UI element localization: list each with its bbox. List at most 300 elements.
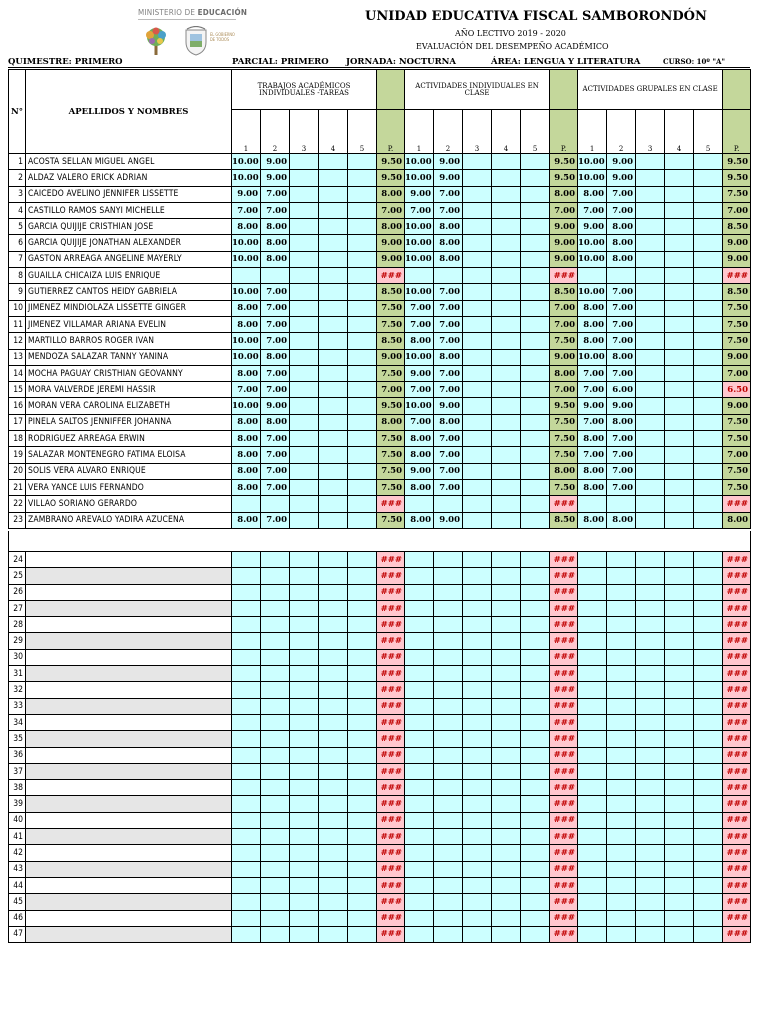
grade-cell[interactable]: 6.00 [607, 382, 636, 398]
grade-cell[interactable] [232, 877, 261, 893]
grade-cell[interactable] [463, 829, 492, 845]
grade-cell[interactable] [463, 926, 492, 942]
grade-cell[interactable]: 7.00 [607, 284, 636, 300]
grade-cell[interactable] [232, 926, 261, 942]
grade-cell[interactable] [694, 829, 723, 845]
grade-cell[interactable] [261, 617, 290, 633]
grade-cell[interactable]: 7.00 [607, 300, 636, 316]
grade-cell[interactable] [232, 698, 261, 714]
grade-cell[interactable] [463, 398, 492, 414]
student-name[interactable] [26, 747, 232, 763]
grade-cell[interactable] [348, 431, 377, 447]
grade-cell[interactable] [492, 894, 521, 910]
grade-cell[interactable]: 9.00 [578, 398, 607, 414]
grade-cell[interactable] [290, 845, 319, 861]
grade-cell[interactable] [405, 552, 434, 568]
grade-cell[interactable] [665, 731, 694, 747]
grade-cell[interactable] [319, 568, 348, 584]
grade-cell[interactable] [607, 600, 636, 616]
grade-cell[interactable] [521, 512, 550, 528]
grade-cell[interactable]: 10.00 [232, 333, 261, 349]
grade-cell[interactable] [636, 300, 665, 316]
grade-cell[interactable] [405, 682, 434, 698]
grade-cell[interactable] [694, 235, 723, 251]
grade-cell[interactable] [607, 649, 636, 665]
grade-cell[interactable] [665, 398, 694, 414]
grade-cell[interactable] [463, 649, 492, 665]
grade-cell[interactable] [578, 682, 607, 698]
grade-cell[interactable] [463, 479, 492, 495]
grade-cell[interactable] [261, 877, 290, 893]
grade-cell[interactable] [492, 284, 521, 300]
student-name[interactable] [26, 666, 232, 682]
grade-cell[interactable] [319, 780, 348, 796]
grade-cell[interactable] [636, 584, 665, 600]
grade-cell[interactable] [463, 894, 492, 910]
grade-cell[interactable] [665, 300, 694, 316]
grade-cell[interactable] [348, 349, 377, 365]
grade-cell[interactable] [665, 845, 694, 861]
grade-cell[interactable] [232, 552, 261, 568]
grade-cell[interactable] [405, 568, 434, 584]
grade-cell[interactable] [636, 496, 665, 512]
grade-cell[interactable] [665, 861, 694, 877]
grade-cell[interactable]: 7.00 [405, 316, 434, 332]
grade-cell[interactable] [694, 284, 723, 300]
grade-cell[interactable] [463, 463, 492, 479]
grade-cell[interactable]: 7.00 [578, 447, 607, 463]
grade-cell[interactable] [578, 861, 607, 877]
grade-cell[interactable]: 7.00 [578, 202, 607, 218]
grade-cell[interactable]: 8.00 [434, 219, 463, 235]
grade-cell[interactable] [492, 731, 521, 747]
grade-cell[interactable] [463, 714, 492, 730]
grade-cell[interactable] [665, 512, 694, 528]
grade-cell[interactable] [578, 496, 607, 512]
grade-cell[interactable] [463, 316, 492, 332]
grade-cell[interactable] [232, 617, 261, 633]
grade-cell[interactable]: 8.00 [232, 431, 261, 447]
grade-cell[interactable] [290, 552, 319, 568]
grade-cell[interactable] [319, 877, 348, 893]
grade-cell[interactable] [261, 845, 290, 861]
grade-cell[interactable] [694, 617, 723, 633]
grade-cell[interactable] [665, 414, 694, 430]
grade-cell[interactable]: 8.00 [232, 300, 261, 316]
grade-cell[interactable] [463, 186, 492, 202]
grade-cell[interactable] [319, 479, 348, 495]
grade-cell[interactable] [232, 633, 261, 649]
grade-cell[interactable] [463, 812, 492, 828]
grade-cell[interactable] [607, 796, 636, 812]
grade-cell[interactable] [434, 910, 463, 926]
grade-cell[interactable] [463, 633, 492, 649]
grade-cell[interactable] [463, 414, 492, 430]
grade-cell[interactable] [290, 763, 319, 779]
student-name[interactable] [26, 568, 232, 584]
grade-cell[interactable] [348, 926, 377, 942]
grade-cell[interactable] [492, 780, 521, 796]
grade-cell[interactable]: 7.00 [434, 333, 463, 349]
grade-cell[interactable] [694, 763, 723, 779]
grade-cell[interactable] [290, 202, 319, 218]
grade-cell[interactable] [492, 512, 521, 528]
grade-cell[interactable]: 7.00 [261, 463, 290, 479]
grade-cell[interactable] [434, 714, 463, 730]
grade-cell[interactable] [348, 479, 377, 495]
grade-cell[interactable] [636, 568, 665, 584]
grade-cell[interactable] [492, 910, 521, 926]
grade-cell[interactable] [492, 698, 521, 714]
grade-cell[interactable] [405, 633, 434, 649]
grade-cell[interactable] [434, 763, 463, 779]
grade-cell[interactable]: 8.00 [607, 414, 636, 430]
grade-cell[interactable] [463, 333, 492, 349]
grade-cell[interactable] [492, 926, 521, 942]
grade-cell[interactable] [348, 894, 377, 910]
grade-cell[interactable] [492, 861, 521, 877]
grade-cell[interactable]: 9.00 [434, 170, 463, 186]
grade-cell[interactable] [607, 617, 636, 633]
grade-cell[interactable] [463, 365, 492, 381]
grade-cell[interactable]: 10.00 [232, 154, 261, 170]
grade-cell[interactable] [665, 186, 694, 202]
grade-cell[interactable] [521, 877, 550, 893]
grade-cell[interactable]: 7.00 [261, 512, 290, 528]
grade-cell[interactable] [521, 568, 550, 584]
grade-cell[interactable] [434, 731, 463, 747]
grade-cell[interactable] [521, 926, 550, 942]
grade-cell[interactable] [463, 617, 492, 633]
grade-cell[interactable] [434, 812, 463, 828]
grade-cell[interactable]: 7.00 [405, 382, 434, 398]
grade-cell[interactable] [463, 284, 492, 300]
grade-cell[interactable] [521, 698, 550, 714]
grade-cell[interactable] [348, 731, 377, 747]
grade-cell[interactable] [521, 202, 550, 218]
grade-cell[interactable] [694, 747, 723, 763]
grade-cell[interactable] [636, 877, 665, 893]
grade-cell[interactable] [232, 714, 261, 730]
grade-cell[interactable] [578, 649, 607, 665]
grade-cell[interactable] [319, 731, 348, 747]
grade-cell[interactable] [694, 568, 723, 584]
grade-cell[interactable] [319, 861, 348, 877]
grade-cell[interactable] [521, 812, 550, 828]
grade-cell[interactable]: 7.00 [578, 382, 607, 398]
grade-cell[interactable] [434, 568, 463, 584]
grade-cell[interactable]: 9.00 [261, 154, 290, 170]
grade-cell[interactable] [463, 300, 492, 316]
grade-cell[interactable] [578, 698, 607, 714]
grade-cell[interactable] [521, 780, 550, 796]
grade-cell[interactable] [463, 796, 492, 812]
grade-cell[interactable] [521, 333, 550, 349]
grade-cell[interactable] [319, 365, 348, 381]
grade-cell[interactable] [290, 284, 319, 300]
grade-cell[interactable] [578, 666, 607, 682]
grade-cell[interactable]: 9.00 [607, 170, 636, 186]
grade-cell[interactable] [492, 584, 521, 600]
grade-cell[interactable] [319, 300, 348, 316]
grade-cell[interactable] [290, 300, 319, 316]
grade-cell[interactable]: 7.00 [607, 316, 636, 332]
grade-cell[interactable] [694, 845, 723, 861]
grade-cell[interactable]: 8.00 [434, 414, 463, 430]
grade-cell[interactable] [434, 845, 463, 861]
grade-cell[interactable]: 7.00 [261, 300, 290, 316]
grade-cell[interactable] [521, 414, 550, 430]
grade-cell[interactable] [521, 747, 550, 763]
grade-cell[interactable]: 10.00 [232, 284, 261, 300]
grade-cell[interactable] [463, 877, 492, 893]
grade-cell[interactable] [578, 877, 607, 893]
grade-cell[interactable] [694, 649, 723, 665]
grade-cell[interactable] [578, 617, 607, 633]
grade-cell[interactable] [665, 219, 694, 235]
grade-cell[interactable] [521, 829, 550, 845]
student-name[interactable] [26, 829, 232, 845]
grade-cell[interactable] [665, 829, 694, 845]
grade-cell[interactable] [521, 447, 550, 463]
grade-cell[interactable] [492, 600, 521, 616]
grade-cell[interactable]: 10.00 [405, 170, 434, 186]
grade-cell[interactable] [492, 251, 521, 267]
grade-cell[interactable] [492, 414, 521, 430]
grade-cell[interactable]: 8.00 [578, 300, 607, 316]
grade-cell[interactable] [319, 382, 348, 398]
grade-cell[interactable] [319, 714, 348, 730]
grade-cell[interactable]: 7.00 [434, 284, 463, 300]
grade-cell[interactable] [492, 365, 521, 381]
grade-cell[interactable] [665, 763, 694, 779]
grade-cell[interactable] [348, 463, 377, 479]
grade-cell[interactable] [261, 796, 290, 812]
grade-cell[interactable]: 8.00 [232, 219, 261, 235]
grade-cell[interactable] [636, 219, 665, 235]
grade-cell[interactable] [319, 926, 348, 942]
grade-cell[interactable]: 7.00 [434, 202, 463, 218]
grade-cell[interactable] [694, 382, 723, 398]
grade-cell[interactable] [665, 666, 694, 682]
student-name[interactable] [26, 552, 232, 568]
grade-cell[interactable]: 8.00 [232, 316, 261, 332]
grade-cell[interactable] [636, 682, 665, 698]
grade-cell[interactable] [636, 479, 665, 495]
grade-cell[interactable] [521, 365, 550, 381]
grade-cell[interactable] [290, 747, 319, 763]
grade-cell[interactable] [636, 894, 665, 910]
grade-cell[interactable] [348, 877, 377, 893]
grade-cell[interactable]: 8.00 [232, 479, 261, 495]
grade-cell[interactable] [694, 154, 723, 170]
grade-cell[interactable] [665, 447, 694, 463]
grade-cell[interactable] [290, 600, 319, 616]
grade-cell[interactable] [405, 926, 434, 942]
grade-cell[interactable]: 9.00 [607, 398, 636, 414]
grade-cell[interactable] [405, 268, 434, 284]
grade-cell[interactable] [232, 780, 261, 796]
grade-cell[interactable] [521, 219, 550, 235]
grade-cell[interactable] [636, 698, 665, 714]
grade-cell[interactable] [665, 496, 694, 512]
grade-cell[interactable] [607, 845, 636, 861]
grade-cell[interactable] [232, 496, 261, 512]
grade-cell[interactable] [463, 910, 492, 926]
grade-cell[interactable] [290, 382, 319, 398]
grade-cell[interactable] [348, 698, 377, 714]
grade-cell[interactable] [348, 552, 377, 568]
grade-cell[interactable] [290, 666, 319, 682]
grade-cell[interactable]: 10.00 [405, 154, 434, 170]
grade-cell[interactable] [578, 633, 607, 649]
grade-cell[interactable] [636, 552, 665, 568]
grade-cell[interactable] [636, 414, 665, 430]
grade-cell[interactable] [290, 649, 319, 665]
grade-cell[interactable] [607, 496, 636, 512]
grade-cell[interactable] [463, 496, 492, 512]
grade-cell[interactable] [665, 584, 694, 600]
grade-cell[interactable] [521, 584, 550, 600]
student-name[interactable] [26, 894, 232, 910]
grade-cell[interactable] [290, 219, 319, 235]
grade-cell[interactable] [694, 365, 723, 381]
grade-cell[interactable]: 10.00 [578, 154, 607, 170]
grade-cell[interactable] [665, 568, 694, 584]
grade-cell[interactable] [521, 284, 550, 300]
grade-cell[interactable] [492, 666, 521, 682]
grade-cell[interactable] [290, 268, 319, 284]
grade-cell[interactable]: 8.00 [578, 333, 607, 349]
grade-cell[interactable] [319, 796, 348, 812]
grade-cell[interactable] [232, 894, 261, 910]
grade-cell[interactable] [319, 600, 348, 616]
grade-cell[interactable] [636, 731, 665, 747]
grade-cell[interactable] [578, 910, 607, 926]
grade-cell[interactable]: 8.00 [607, 349, 636, 365]
grade-cell[interactable]: 7.00 [405, 202, 434, 218]
grade-cell[interactable] [521, 479, 550, 495]
grade-cell[interactable] [290, 877, 319, 893]
grade-cell[interactable] [319, 747, 348, 763]
student-name[interactable] [26, 731, 232, 747]
grade-cell[interactable] [463, 780, 492, 796]
grade-cell[interactable] [694, 910, 723, 926]
grade-cell[interactable]: 10.00 [232, 398, 261, 414]
grade-cell[interactable] [348, 633, 377, 649]
grade-cell[interactable] [319, 584, 348, 600]
grade-cell[interactable] [319, 829, 348, 845]
grade-cell[interactable] [492, 649, 521, 665]
grade-cell[interactable] [405, 666, 434, 682]
grade-cell[interactable] [636, 463, 665, 479]
student-name[interactable] [26, 780, 232, 796]
grade-cell[interactable] [261, 584, 290, 600]
student-name[interactable] [26, 617, 232, 633]
grade-cell[interactable] [607, 698, 636, 714]
grade-cell[interactable] [405, 910, 434, 926]
grade-cell[interactable] [348, 812, 377, 828]
grade-cell[interactable] [434, 496, 463, 512]
grade-cell[interactable] [694, 731, 723, 747]
grade-cell[interactable] [463, 382, 492, 398]
grade-cell[interactable]: 7.00 [405, 300, 434, 316]
grade-cell[interactable] [290, 812, 319, 828]
grade-cell[interactable] [290, 910, 319, 926]
grade-cell[interactable] [463, 584, 492, 600]
grade-cell[interactable] [290, 731, 319, 747]
grade-cell[interactable]: 8.00 [607, 235, 636, 251]
grade-cell[interactable] [636, 633, 665, 649]
grade-cell[interactable] [290, 235, 319, 251]
grade-cell[interactable] [261, 926, 290, 942]
grade-cell[interactable] [261, 714, 290, 730]
grade-cell[interactable] [348, 682, 377, 698]
grade-cell[interactable] [578, 268, 607, 284]
grade-cell[interactable] [492, 633, 521, 649]
grade-cell[interactable]: 10.00 [232, 170, 261, 186]
grade-cell[interactable] [636, 235, 665, 251]
grade-cell[interactable] [521, 649, 550, 665]
grade-cell[interactable] [492, 431, 521, 447]
grade-cell[interactable] [607, 926, 636, 942]
grade-cell[interactable] [348, 512, 377, 528]
grade-cell[interactable] [665, 316, 694, 332]
grade-cell[interactable] [434, 877, 463, 893]
grade-cell[interactable] [348, 568, 377, 584]
grade-cell[interactable] [578, 763, 607, 779]
grade-cell[interactable] [492, 747, 521, 763]
grade-cell[interactable]: 7.00 [434, 382, 463, 398]
grade-cell[interactable] [694, 682, 723, 698]
grade-cell[interactable] [319, 666, 348, 682]
grade-cell[interactable] [607, 568, 636, 584]
grade-cell[interactable]: 10.00 [405, 251, 434, 267]
grade-cell[interactable]: 10.00 [232, 235, 261, 251]
grade-cell[interactable] [521, 268, 550, 284]
grade-cell[interactable] [665, 333, 694, 349]
grade-cell[interactable] [694, 861, 723, 877]
grade-cell[interactable]: 9.00 [434, 154, 463, 170]
grade-cell[interactable] [463, 219, 492, 235]
grade-cell[interactable] [319, 186, 348, 202]
grade-cell[interactable] [348, 284, 377, 300]
grade-cell[interactable] [463, 731, 492, 747]
grade-cell[interactable] [636, 714, 665, 730]
grade-cell[interactable] [636, 666, 665, 682]
grade-cell[interactable] [290, 894, 319, 910]
grade-cell[interactable] [319, 333, 348, 349]
grade-cell[interactable] [463, 600, 492, 616]
grade-cell[interactable] [348, 365, 377, 381]
grade-cell[interactable] [636, 910, 665, 926]
grade-cell[interactable] [607, 861, 636, 877]
grade-cell[interactable] [261, 666, 290, 682]
grade-cell[interactable] [434, 268, 463, 284]
grade-cell[interactable]: 7.00 [607, 479, 636, 495]
grade-cell[interactable] [665, 910, 694, 926]
grade-cell[interactable] [319, 649, 348, 665]
grade-cell[interactable] [636, 796, 665, 812]
grade-cell[interactable] [694, 447, 723, 463]
grade-cell[interactable] [492, 829, 521, 845]
grade-cell[interactable] [636, 268, 665, 284]
grade-cell[interactable]: 8.00 [434, 251, 463, 267]
grade-cell[interactable] [578, 780, 607, 796]
grade-cell[interactable] [348, 714, 377, 730]
grade-cell[interactable] [521, 235, 550, 251]
grade-cell[interactable] [521, 633, 550, 649]
